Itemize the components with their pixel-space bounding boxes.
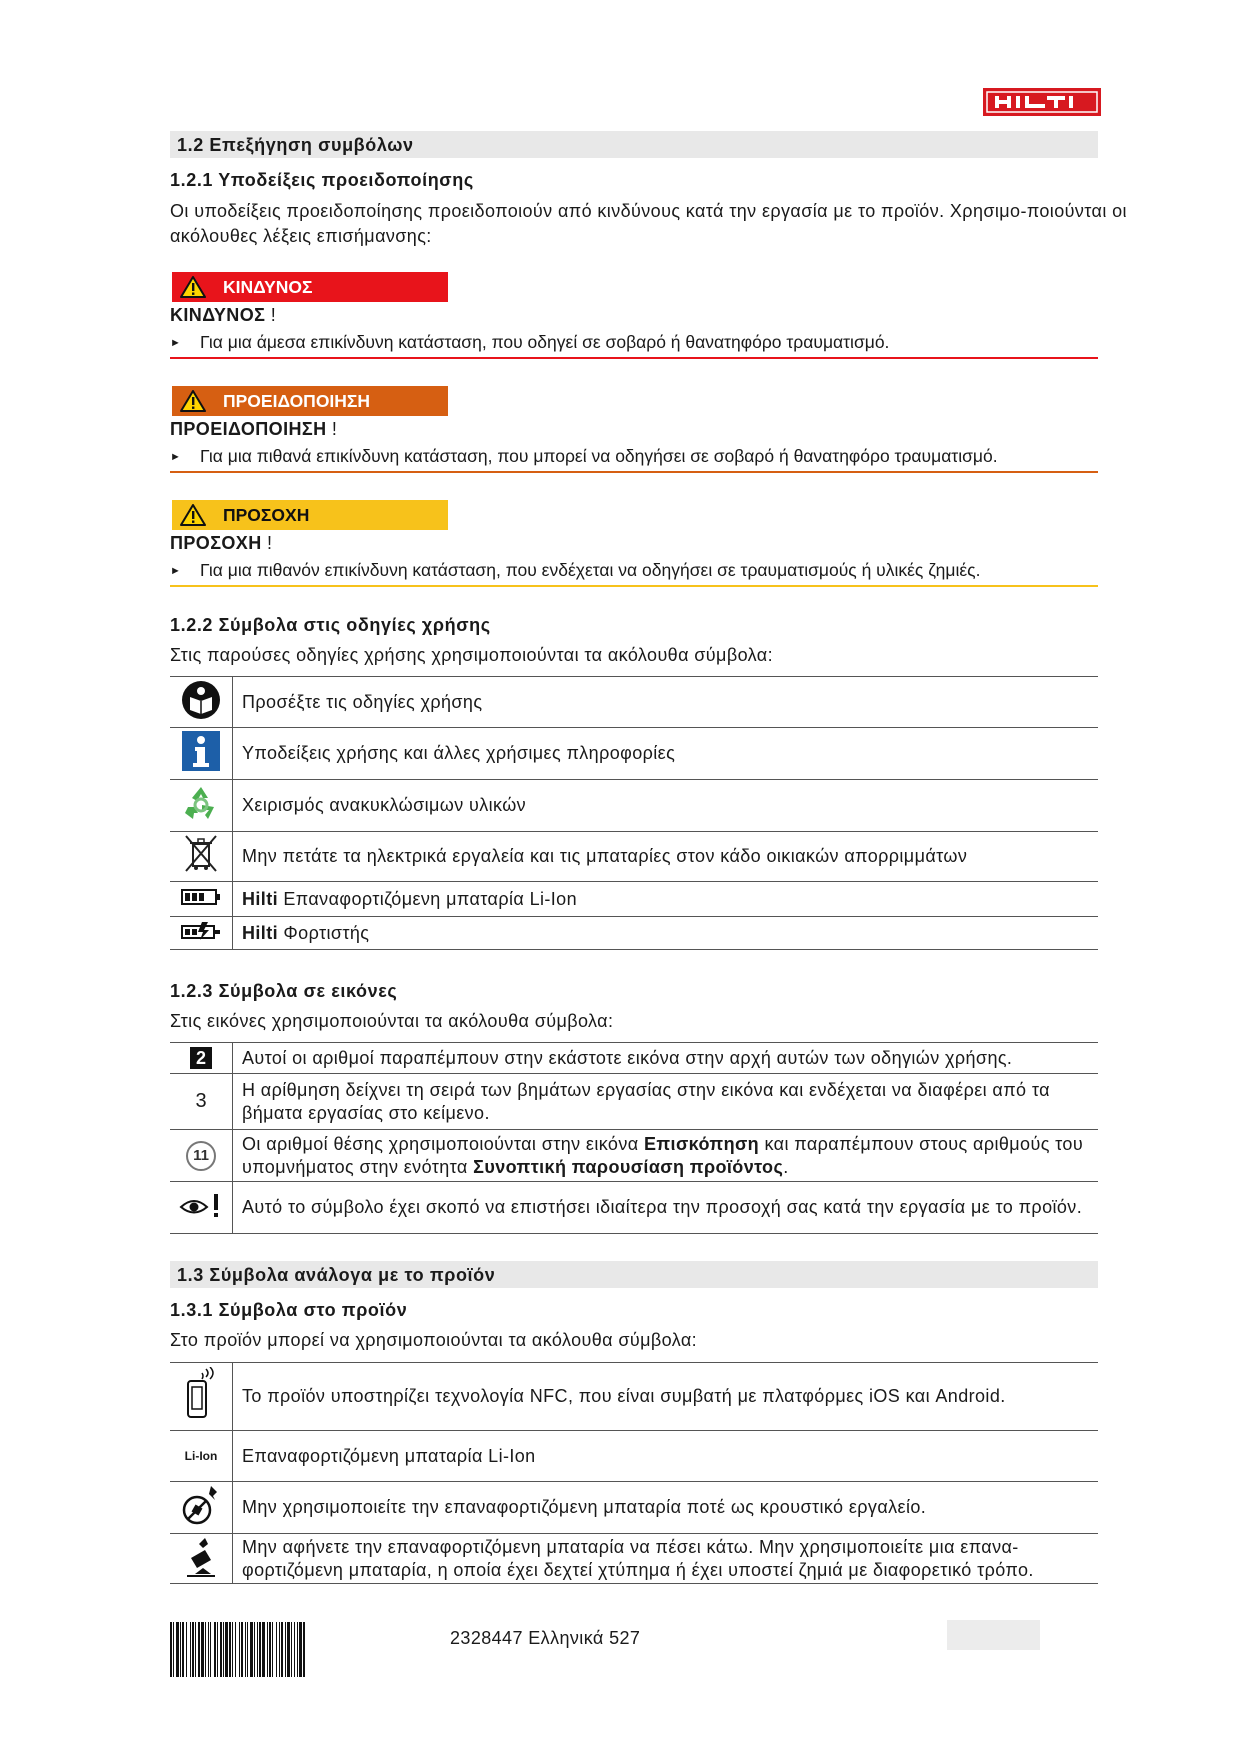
section-title: 1.3 Σύμβολα ανάλογα με το προϊόν	[177, 1265, 496, 1285]
signal-panel-caution	[172, 500, 448, 530]
text-part: .	[783, 1156, 789, 1177]
icon-cell	[170, 1130, 233, 1182]
barcode-image	[170, 1622, 426, 1677]
symbol-description: Μην χρησιμοποιείτε την επαναφορτιζόμενη μπαταρία ποτέ ως κρουστικό εργαλείο.	[233, 1482, 1099, 1534]
symbol-description: Μην αφήνετε την επαναφορτιζόμενη μπαταρία να πέσει κάτω. Μην χρησιμοποιείτε μια επανα-φορτιζόμενη μπαταρία, η οποία έχει δεχτεί χτύπημα ή έχει υποστεί ζημιά με διαφορετικό τρόπο.	[233, 1534, 1099, 1584]
bullet-item	[170, 446, 998, 467]
icon-cell	[170, 917, 233, 950]
divider-yellow	[170, 585, 1098, 587]
icon-cell	[170, 1482, 233, 1534]
signal-word-line	[170, 419, 337, 440]
footer-text: 2328447 Ελληνικά 527	[450, 1628, 641, 1648]
divider-red	[170, 357, 1098, 359]
table-row	[170, 728, 1098, 780]
icon-cell	[170, 882, 233, 917]
symbol-description: Υποδείξεις χρήσης και άλλες χρήσιμες πληροφορίες	[233, 728, 1099, 780]
signal-word: ΠΡΟΕΙΔΟΠΟΙΗΣΗ	[170, 419, 327, 439]
signal-label: ΠΡΟΕΙΔΟΠΟΙΗΣΗ	[223, 391, 371, 411]
read-manual-icon	[181, 680, 221, 720]
symbol-description: Το προϊόν υποστηρίζει τεχνολογία NFC, που είναι συμβατή με πλατφόρμες iOS και Android.	[233, 1363, 1099, 1431]
hilti-logo	[983, 88, 1101, 116]
symbol-description: Επαναφορτιζόμενη μπαταρία Li-Ion	[233, 1431, 1099, 1482]
table-row	[170, 1482, 1098, 1534]
symbol-text: Φορτιστής	[283, 922, 370, 943]
page-tab-marker	[947, 1620, 1040, 1650]
icon-cell	[170, 1431, 233, 1482]
paragraph-intro-manual-symbols: Στις παρούσες οδηγίες χρήσης χρησιμοποιούνται τα ακόλουθα σύμβολα:	[170, 645, 773, 665]
table-row	[170, 882, 1098, 917]
crossed-bin-icon	[181, 833, 221, 875]
text-part: και παραπέμπουν στους αριθμούς του υπομνήματος στην ενότητα	[242, 1133, 1084, 1177]
warning-triangle-icon	[180, 275, 206, 299]
table-row	[170, 1431, 1098, 1482]
table-row	[170, 1363, 1098, 1431]
symbol-description: Αυτό το σύμβολο έχει σκοπό να επιστήσει ιδιαίτερα την προσοχή σας κατά την εργασία με το προϊόν.	[233, 1182, 1099, 1234]
recycle-icon	[181, 783, 221, 823]
icon-cell	[170, 677, 233, 728]
table-row	[170, 1534, 1098, 1584]
product-symbols-table	[170, 1362, 1098, 1584]
icon-cell	[170, 1043, 233, 1074]
table-row	[170, 1074, 1098, 1130]
icon-cell	[170, 832, 233, 882]
bullet-arrow-icon: ►	[170, 451, 181, 463]
brand-name: Hilti	[242, 888, 278, 909]
signal-panel-warning	[172, 386, 448, 416]
symbol-description: Χειρισμός ανακυκλώσιμων υλικών	[233, 780, 1099, 832]
signal-word-line	[170, 533, 272, 554]
exclamation: !	[270, 305, 277, 325]
bullet-text: Για μια πιθανά επικίνδυνη κατάσταση, που μπορεί να οδηγήσει σε σοβαρό ή θανατηφόρο τραυματισμό.	[200, 446, 998, 466]
number-11-icon: 11	[186, 1141, 216, 1171]
symbol-text: Επαναφορτιζόμενη μπαταρία Li-Ion	[283, 888, 577, 909]
bullet-item	[170, 560, 980, 581]
table-row	[170, 677, 1098, 728]
table-row	[170, 1182, 1098, 1234]
figure-symbols-table	[170, 1042, 1098, 1234]
signal-label: ΚΙΝΔΥΝΟΣ	[223, 277, 313, 297]
eye-attention-icon	[179, 1191, 223, 1219]
signal-label: ΠΡΟΣΟΧΗ	[223, 505, 310, 525]
bullet-arrow-icon: ►	[170, 337, 181, 349]
table-row	[170, 780, 1098, 832]
table-row	[170, 1130, 1098, 1182]
no-drop-icon	[181, 1534, 221, 1578]
subsection-title-1-2-2: 1.2.2 Σύμβολα στις οδηγίες χρήσης	[170, 615, 491, 635]
icon-cell	[170, 780, 233, 832]
number-2-icon: 2	[190, 1047, 212, 1069]
number-3-icon: 3	[195, 1090, 207, 1112]
table-row	[170, 832, 1098, 882]
signal-word: ΠΡΟΣΟΧΗ	[170, 533, 262, 553]
paragraph-intro-figure-symbols: Στις εικόνες χρησιμοποιούνται τα ακόλουθα σύμβολα:	[170, 1011, 614, 1031]
exclamation: !	[267, 533, 273, 553]
section-header-1-2	[170, 131, 1098, 158]
bold-term: Επισκόπηση	[643, 1133, 760, 1154]
table-row	[170, 1043, 1098, 1074]
divider-orange	[170, 471, 1098, 473]
icon-cell	[170, 728, 233, 780]
signal-word: ΚΙΝΔΥΝΟΣ	[170, 305, 266, 325]
symbol-description: Προσέξτε τις οδηγίες χρήσης	[233, 677, 1099, 728]
signal-word-line	[170, 305, 276, 326]
icon-cell	[170, 1363, 233, 1431]
subsection-title-1-2-3: 1.2.3 Σύμβολα σε εικόνες	[170, 981, 398, 1001]
warning-triangle-icon	[180, 503, 206, 527]
text-part: Οι αριθμοί θέσης χρησιμοποιούνται στην εικόνα	[242, 1133, 644, 1154]
subsection-title-1-2-1: 1.2.1 Υποδείξεις προειδοποίησης	[170, 170, 474, 190]
table-row	[170, 917, 1098, 950]
bullet-text: Για μια άμεσα επικίνδυνη κατάσταση, που οδηγεί σε σοβαρό ή θανατηφόρο τραυματισμό.	[200, 332, 890, 352]
section-header-1-3	[170, 1261, 1098, 1288]
bullet-item	[170, 332, 889, 353]
symbol-description: Αυτοί οι αριθμοί παραπέμπουν στην εκάστοτε εικόνα στην αρχή αυτών των οδηγιών χρήσης.	[233, 1043, 1099, 1074]
info-icon	[182, 731, 220, 771]
signal-panel-danger	[172, 272, 448, 302]
nfc-icon	[182, 1367, 220, 1421]
warning-triangle-icon	[180, 389, 206, 413]
subsection-title-1-3-1: 1.3.1 Σύμβολα στο προϊόν	[170, 1300, 408, 1320]
icon-cell	[170, 1182, 233, 1234]
symbol-description	[233, 917, 1099, 950]
brand-name: Hilti	[242, 922, 278, 943]
bullet-text: Για μια πιθανόν επικίνδυνη κατάσταση, που ενδέχεται να οδηγήσει σε τραυματισμούς ή υλικές ζημιές.	[200, 560, 981, 580]
symbol-description: Η αρίθμηση δείχνει τη σειρά των βημάτων εργασίας στην εικόνα και ενδέχεται να διαφέρει από τα βήματα εργασίας στο κείμενο.	[233, 1074, 1099, 1130]
bullet-arrow-icon: ►	[170, 565, 181, 577]
manual-symbols-table	[170, 676, 1098, 950]
icon-cell	[170, 1074, 233, 1130]
no-hammer-icon	[181, 1484, 221, 1526]
icon-cell	[170, 1534, 233, 1584]
symbol-description	[233, 882, 1099, 917]
battery-icon	[181, 887, 221, 907]
paragraph-intro-product-symbols: Στο προϊόν μπορεί να χρησιμοποιούνται τα ακόλουθα σύμβολα:	[170, 1330, 698, 1350]
symbol-description: Μην πετάτε τα ηλεκτρικά εργαλεία και τις μπαταρίες στον κάδο οικιακών απορριμμάτων	[233, 832, 1099, 882]
li-ion-icon: Li-Ion	[184, 1449, 218, 1463]
section-title: 1.2 Επεξήγηση συμβόλων	[177, 135, 414, 155]
exclamation: !	[331, 419, 338, 439]
bold-term: Συνοπτική παρουσίαση προϊόντος	[473, 1156, 784, 1177]
paragraph-intro-warnings: Οι υποδείξεις προειδοποίησης προειδοποιούν από κινδύνους κατά την εργασία με το προϊόν. Χρησιμο-ποιούνται οι ακόλουθες λέξεις επισήμανσης:	[170, 201, 1127, 246]
symbol-description	[233, 1130, 1099, 1182]
charger-icon	[180, 920, 222, 942]
